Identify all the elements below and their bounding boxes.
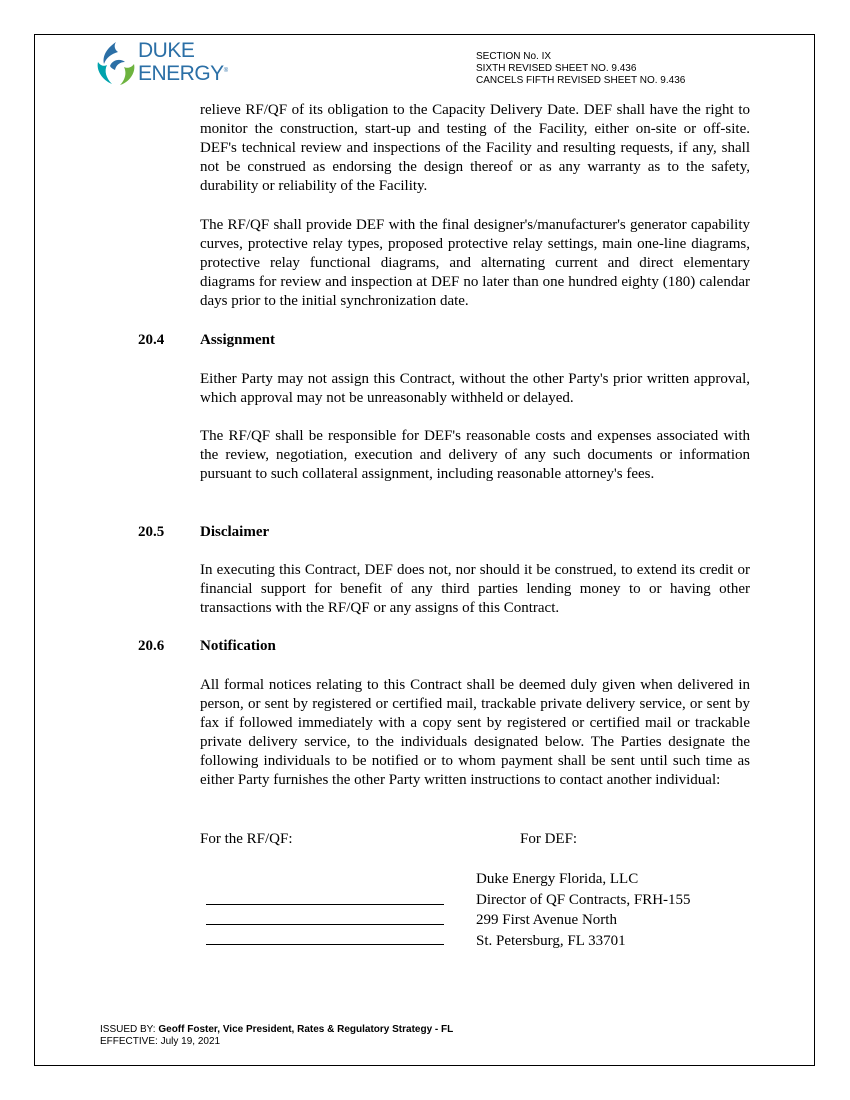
logo-wordmark [138, 40, 228, 84]
notification-paragraph: All formal notices relating to this Contract shall be deemed duly given when delivered in person, or sent by registered or certified mail, trackable private delivery service, or sent by fax if followed immediately with a copy sent by registered or certified mail or trackable private delivery service, to the individuals designated below. The Parties designate the following individuals to be notified or to whom payment shall be sent until such time as either Party furnishes the other Party written instructions to contact another individual: [200, 677, 750, 788]
assignment-paragraph-1: Either Party may not assign this Contract, without the other Party's prior written approval, which approval may not be unreasonably withheld or delayed. [200, 371, 750, 406]
section-number-20-4: 20.4 [138, 332, 165, 348]
def-address-line: 299 First Avenue North [476, 912, 617, 928]
def-address-line: Duke Energy Florida, LLC [476, 871, 639, 887]
final-designer-paragraph: The RF/QF shall provide DEF with the final designer's/manufacturer's generator capability curves, protective relay types, proposed protective relay settings, main one-line diagrams, protective relay functional diagrams, and alternating current and direct elementary diagrams for review and inspection at DEF no later than one hundred eighty (180) calendar days prior to the initial synchronization date. [200, 217, 750, 309]
effective-line [100, 1036, 453, 1048]
revised-sheet: SIXTH REVISED SHEET NO. 9.436 [476, 63, 637, 74]
page-footer [100, 1024, 453, 1047]
section-number-20-5: 20.5 [138, 524, 165, 540]
duke-energy-flame-icon [94, 40, 138, 88]
rfqf-signature-line-1 [206, 904, 444, 905]
def-address-line: St. Petersburg, FL 33701 [476, 932, 626, 949]
section-title-disclaimer: Disclaimer [200, 524, 270, 540]
rfqf-signature-line-2 [206, 924, 444, 925]
section-number: SECTION No. IX [476, 51, 552, 62]
effective-date: July 19, 2021 [160, 1035, 221, 1047]
assignment-paragraph-2: The RF/QF shall be responsible for DEF's reasonable costs and expenses associated with the review, negotiation, execution and delivery of any such documents or information pursuant to such collateral assignment, including reasonable attorney's fees. [200, 428, 750, 482]
section-title-notification: Notification [200, 638, 276, 654]
section-title-assignment: Assignment [200, 332, 276, 348]
def-address-block [476, 869, 691, 951]
duke-energy-logo [94, 40, 244, 90]
rfqf-signature-line-3 [206, 944, 444, 945]
issued-by-label: ISSUED BY: [100, 1024, 156, 1035]
section-number-20-6: 20.6 [138, 638, 165, 654]
for-def-label: For DEF: [520, 831, 578, 847]
logo-line-2: ENERGY® [138, 62, 228, 85]
sheet-info [476, 51, 685, 87]
disclaimer-paragraph: In executing this Contract, DEF does not, nor should it be construed, to extend its credit or financial support for benefit of any third parties lending money to or having other transactions with the RF/QF or any assigns of this Contract. [200, 562, 750, 616]
issued-by-line [100, 1024, 453, 1036]
cancels-sheet: CANCELS FIFTH REVISED SHEET NO. 9.436 [476, 75, 686, 86]
issued-by-value: Geoff Foster, Vice President, Rates & Regulatory Strategy - FL [158, 1024, 454, 1035]
effective-label: EFFECTIVE: [100, 1035, 158, 1047]
logo-line-1: DUKE [138, 39, 195, 62]
for-rfqf-label: For the RF/QF: [200, 831, 293, 847]
def-address-line: Director of QF Contracts, FRH-155 [476, 891, 691, 908]
registered-mark: ® [223, 68, 228, 74]
continuation-paragraph: relieve RF/QF of its obligation to the Capacity Delivery Date. DEF shall have the right to monitor the construction, start-up and testing of the Facility, either on-site or off-site. DEF's technical review and inspections of the Facility and resulting requests, if any, shall not be construed as endorsing the design thereof or as any warranty as to the safety, durability or reliability of the Facility. [200, 102, 750, 194]
